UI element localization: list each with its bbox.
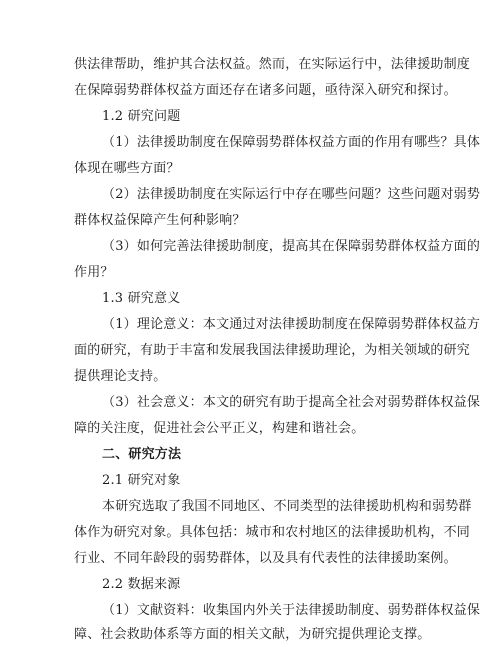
body-text-line: （3）如何完善法律援助制度，提高其在保障弱势群体权益方面的 bbox=[102, 239, 481, 254]
body-text-line: 行业、不同年龄段的弱势群体，以及具有代表性的法律援助案例。 bbox=[74, 551, 457, 566]
section-heading-2-1: 2.1 研究对象 bbox=[102, 473, 181, 488]
body-text-line: 体作为研究对象。具体包括：城市和农村地区的法律援助机构，不同 bbox=[74, 525, 471, 540]
body-text-line: 群体权益保障产生何种影响？ bbox=[74, 213, 246, 228]
body-text-line: （3）社会意义：本文的研究有助于提高全社会对弱势群体权益保 bbox=[102, 395, 481, 410]
section-heading-1-3: 1.3 研究意义 bbox=[102, 291, 181, 306]
body-text-line: 本研究选取了我国不同地区、不同类型的法律援助机构和弱势群 bbox=[102, 499, 472, 514]
section-heading-2: 二、研究方法 bbox=[102, 447, 182, 462]
section-heading-2-2: 2.2 数据来源 bbox=[102, 577, 181, 592]
body-text-line: （1）法律援助制度在保障弱势群体权益方面的作用有哪些？具体 bbox=[102, 135, 481, 150]
body-text-line: （1）文献资料：收集国内外关于法律援助制度、弱势群体权益保 bbox=[102, 603, 481, 618]
body-text-line: 供法律帮助，维护其合法权益。然而，在实际运行中，法律援助制度 bbox=[74, 57, 471, 72]
body-text-line: （2）法律援助制度在实际运行中存在哪些问题？这些问题对弱势 bbox=[102, 187, 481, 202]
body-text-line: 提供理论支持。 bbox=[74, 369, 167, 384]
body-text-line: （1）理论意义：本文通过对法律援助制度在保障弱势群体权益方 bbox=[102, 317, 481, 332]
body-text-line: 体现在哪些方面？ bbox=[74, 161, 180, 176]
body-text-line: 障的关注度，促进社会公平正义，构建和谐社会。 bbox=[74, 421, 365, 436]
body-text-line: 面的研究，有助于丰富和发展我国法律援助理论，为相关领域的研究 bbox=[74, 343, 471, 358]
body-text-line: 作用？ bbox=[74, 265, 114, 280]
body-text-line: 在保障弱势群体权益方面还存在诸多问题，亟待深入研究和探讨。 bbox=[74, 83, 457, 98]
section-heading-1-2: 1.2 研究问题 bbox=[102, 109, 181, 124]
body-text-line: 障、社会救助体系等方面的相关文献，为研究提供理论支撑。 bbox=[74, 627, 431, 642]
